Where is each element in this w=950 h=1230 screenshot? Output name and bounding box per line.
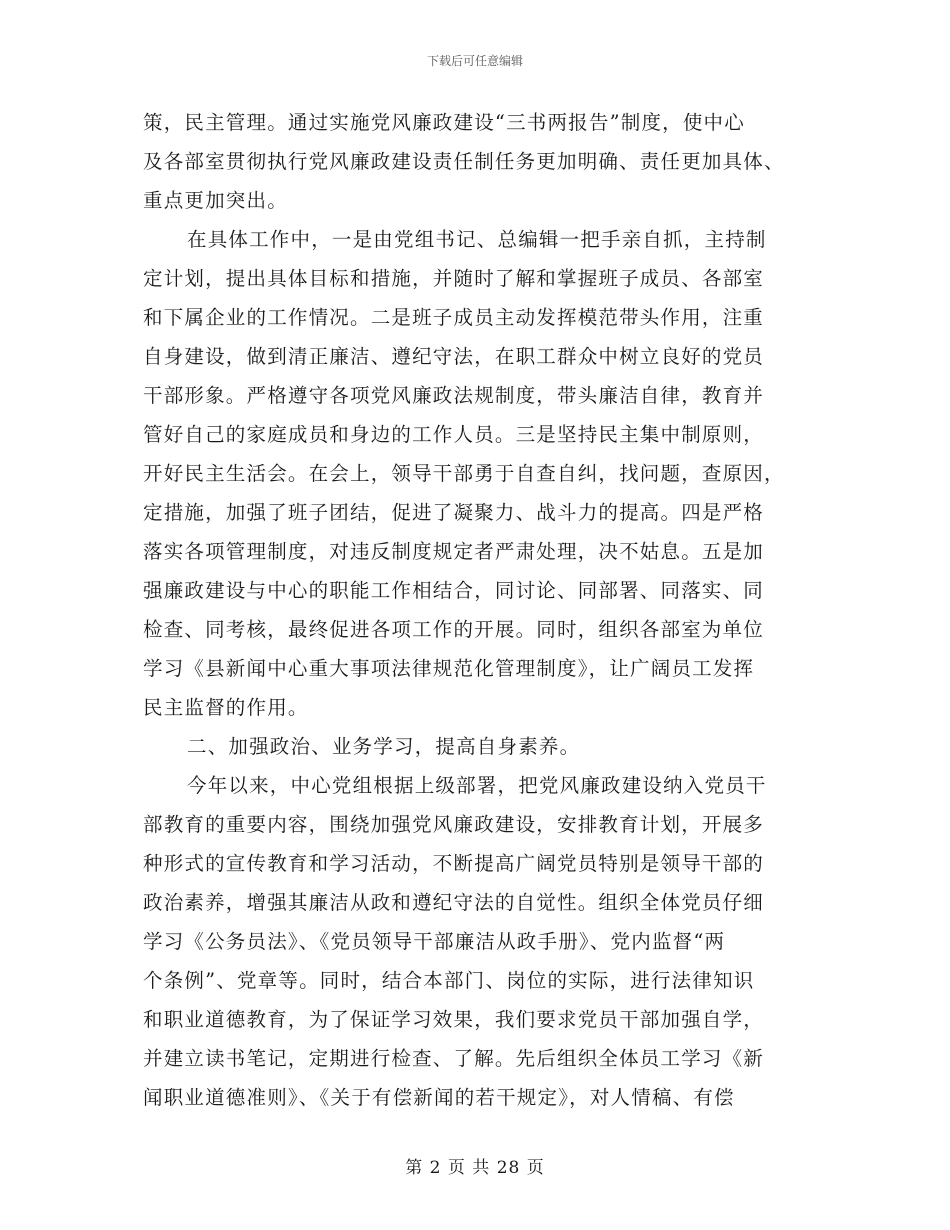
text-line: 策，民主管理。通过实施党风廉政建设“三书两报告”制度，使中心 <box>143 111 745 134</box>
text-line: 和下属企业的工作情况。二是班子成员主动发挥模范带头作用，注重 <box>143 306 765 329</box>
text-line: 闻职业道德准则》、《关于有偿新闻的若干规定》，对人情稿、有偿 <box>143 1086 735 1109</box>
total-pages-number: 28 <box>496 1158 521 1178</box>
page-label-prefix: 第 <box>405 1158 424 1178</box>
page-header: 下载后可任意编辑 <box>426 54 523 68</box>
text-line: 在具体工作中，一是由党组书记、总编辑一把手亲自抓，主持制 <box>187 228 767 251</box>
text-line: 定计划，提出具体目标和措施，并随时了解和掌握班子成员、各部室 <box>143 267 765 290</box>
text-line: 并建立读书笔记，定期进行检查、了解。先后组织全体员工学习《新 <box>143 1047 765 1070</box>
text-line: 及各部室贯彻执行党风廉政建设责任制任务更加明确、责任更加具体、 <box>143 150 785 173</box>
page-label-middle: 页 共 <box>447 1158 491 1178</box>
page-label-suffix: 页 <box>526 1158 545 1178</box>
text-line: 重点更加突出。 <box>143 189 288 212</box>
text-line: 强廉政建设与中心的职能工作相结合，同讨论、同部署、同落实、同 <box>143 579 765 602</box>
text-line: 个条例”、党章等。同时，结合本部门、岗位的实际，进行法律知识 <box>143 969 755 992</box>
text-line: 部教育的重要内容，围绕加强党风廉政建设，安排教育计划，开展多 <box>143 813 765 836</box>
text-line: 自身建设，做到清正廉洁、遵纪守法，在职工群众中树立良好的党员 <box>143 345 765 368</box>
text-line: 学习《县新闻中心重大事项法律规范化管理制度》，让广阔员工发挥 <box>143 657 755 680</box>
text-line: 管好自己的家庭成员和身边的工作人员。三是坚持民主集中制原则， <box>143 423 765 446</box>
current-page-number: 2 <box>429 1158 442 1178</box>
document-body <box>143 103 798 1117</box>
text-line: 民主监督的作用。 <box>143 696 309 719</box>
text-line: 今年以来，中心党组根据上级部署，把党风廉政建设纳入党员干 <box>187 774 767 797</box>
text-line: 落实各项管理制度，对违反制度规定者严肃处理，决不姑息。五是加 <box>143 540 765 563</box>
text-line: 检查、同考核，最终促进各项工作的开展。同时，组织各部室为单位 <box>143 618 765 641</box>
text-line: 种形式的宣传教育和学习活动，不断提高广阔党员特别是领导干部的 <box>143 852 765 875</box>
text-line: 政治素养，增强其廉洁从政和遵纪守法的自觉性。组织全体党员仔细 <box>143 891 765 914</box>
text-line: 二、加强政治、业务学习，提高自身素养。 <box>187 735 581 758</box>
text-line: 学习《公务员法》、《党员领导干部廉洁从政手册》、党内监督“两 <box>143 930 726 953</box>
text-line: 和职业道德教育，为了保证学习效果，我们要求党员干部加强自学， <box>143 1008 765 1031</box>
page-footer <box>0 1153 950 1178</box>
text-line: 干部形象。严格遵守各项党风廉政法规制度，带头廉洁自律，教育并 <box>143 384 765 407</box>
text-line: 开好民主生活会。在会上，领导干部勇于自查自纠，找问题，查原因， <box>143 462 785 485</box>
text-line: 定措施，加强了班子团结，促进了凝聚力、战斗力的提高。四是严格 <box>143 501 765 524</box>
